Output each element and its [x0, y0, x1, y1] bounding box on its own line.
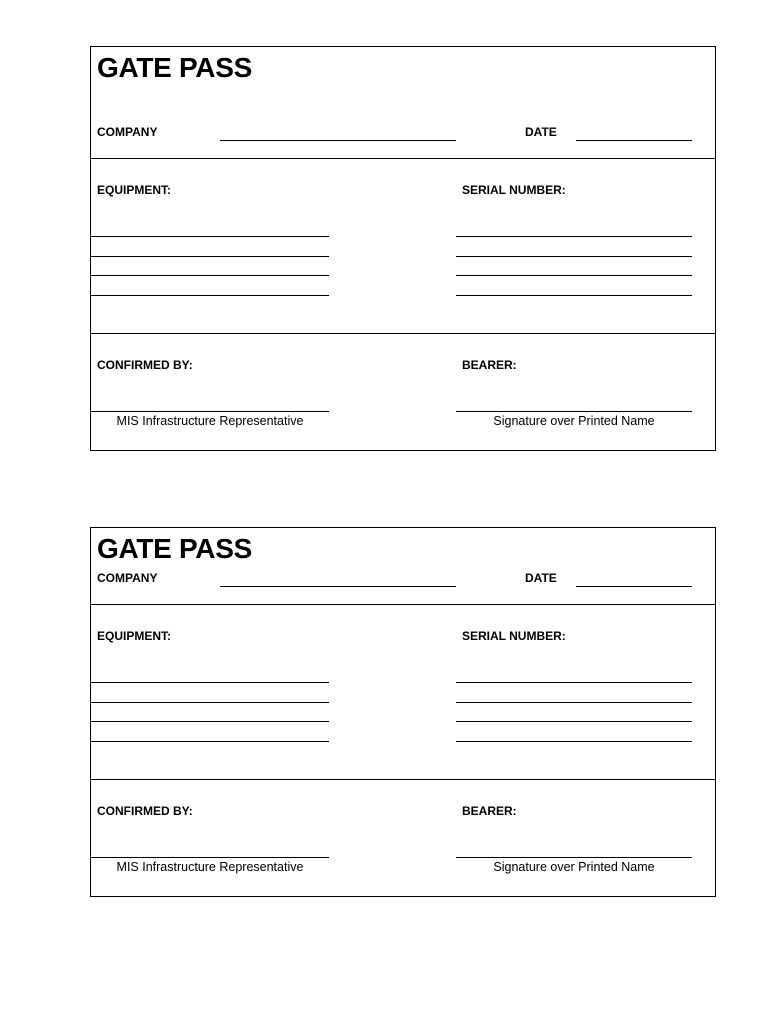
date-field-line[interactable] [576, 140, 692, 141]
company-label: COMPANY [97, 571, 158, 585]
confirmed-signature-line[interactable] [91, 857, 329, 858]
equipment-line-2[interactable] [91, 702, 329, 703]
date-label: DATE [525, 125, 557, 139]
serial-line-1[interactable] [456, 682, 692, 683]
bearer-caption: Signature over Printed Name [493, 860, 655, 874]
serial-line-3[interactable] [456, 275, 692, 276]
serial-line-1[interactable] [456, 236, 692, 237]
serial-number-label: SERIAL NUMBER: [462, 183, 566, 197]
equipment-line-4[interactable] [91, 741, 329, 742]
gate-pass-form-2 [90, 527, 716, 897]
serial-number-label: SERIAL NUMBER: [462, 629, 566, 643]
equipment-label: EQUIPMENT: [97, 183, 172, 197]
section-divider [90, 158, 716, 159]
confirmed-by-label: CONFIRMED BY: [97, 358, 193, 372]
serial-line-4[interactable] [456, 741, 692, 742]
bearer-signature-line[interactable] [456, 411, 692, 412]
date-label: DATE [525, 571, 557, 585]
equipment-line-3[interactable] [91, 275, 329, 276]
confirmed-by-label: CONFIRMED BY: [97, 804, 193, 818]
equipment-label: EQUIPMENT: [97, 629, 172, 643]
serial-line-4[interactable] [456, 295, 692, 296]
bearer-label: BEARER: [462, 358, 517, 372]
section-divider [90, 779, 716, 780]
section-divider [90, 604, 716, 605]
serial-line-3[interactable] [456, 721, 692, 722]
equipment-line-2[interactable] [91, 256, 329, 257]
equipment-line-4[interactable] [91, 295, 329, 296]
serial-line-2[interactable] [456, 256, 692, 257]
equipment-line-1[interactable] [91, 236, 329, 237]
confirmed-caption: MIS Infrastructure Representative [116, 414, 304, 428]
company-field-line[interactable] [220, 586, 456, 587]
company-label: COMPANY [97, 125, 158, 139]
bearer-label: BEARER: [462, 804, 517, 818]
gate-pass-form-1 [90, 46, 716, 451]
pass-title: GATE PASS [97, 533, 252, 564]
date-field-line[interactable] [576, 586, 692, 587]
serial-line-2[interactable] [456, 702, 692, 703]
bearer-signature-line[interactable] [456, 857, 692, 858]
confirmed-signature-line[interactable] [91, 411, 329, 412]
confirmed-caption: MIS Infrastructure Representative [116, 860, 304, 874]
section-divider [90, 333, 716, 334]
pass-title: GATE PASS [97, 52, 252, 83]
bearer-caption: Signature over Printed Name [493, 414, 655, 428]
equipment-line-1[interactable] [91, 682, 329, 683]
company-field-line[interactable] [220, 140, 456, 141]
equipment-line-3[interactable] [91, 721, 329, 722]
